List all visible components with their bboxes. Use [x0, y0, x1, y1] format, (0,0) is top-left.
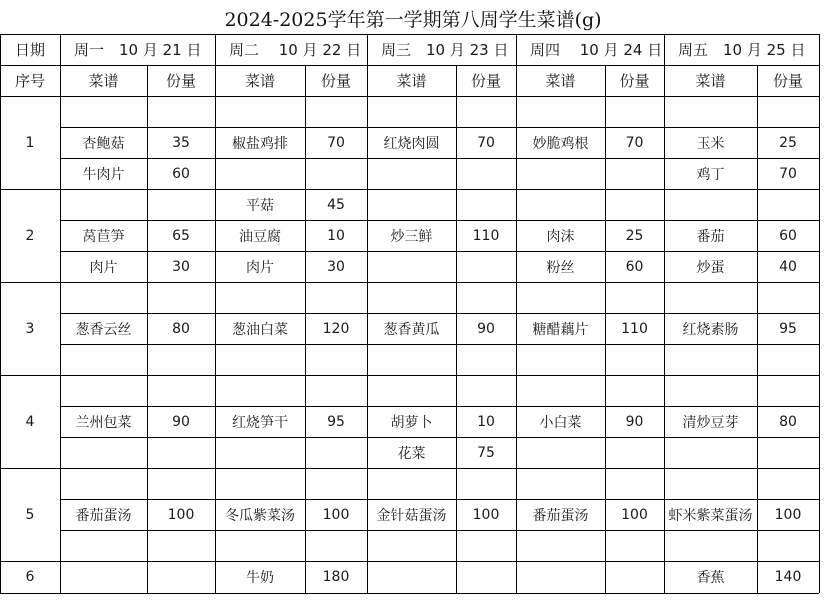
row-divider — [0, 593, 819, 594]
dish-name: 葱香云丝 — [75, 321, 132, 338]
portion-value — [456, 282, 516, 313]
portion-value — [757, 530, 819, 561]
portion-value: 60 — [625, 258, 644, 275]
portion-value — [605, 530, 664, 561]
dish-name: 鸡丁 — [696, 166, 725, 183]
day-header: 周二 10 月 22 日 — [229, 41, 362, 59]
dish-name — [516, 282, 605, 313]
portion-value — [147, 96, 215, 127]
portion-value — [757, 375, 819, 406]
dish-name — [367, 282, 456, 313]
portion-value — [757, 344, 819, 375]
dish-name — [60, 282, 147, 313]
dish-name — [516, 530, 605, 561]
dish-name — [516, 158, 605, 189]
portion-value — [456, 189, 516, 220]
dish-name: 椒盐鸡排 — [232, 135, 288, 152]
portion-value — [757, 437, 819, 468]
dish-name: 兰州包菜 — [75, 414, 132, 431]
dish-name — [664, 437, 757, 468]
portion-value: 25 — [625, 227, 644, 244]
portion-value: 100 — [621, 506, 648, 523]
row-divider — [60, 406, 819, 407]
dish-name: 炒三鲜 — [390, 228, 433, 245]
dish-name — [60, 96, 147, 127]
portion-value — [147, 344, 215, 375]
dish-name — [664, 282, 757, 313]
row-index: 2 — [25, 227, 35, 244]
portion-value — [605, 189, 664, 220]
dish-column-header: 菜谱 — [88, 72, 119, 90]
portion-value: 110 — [621, 320, 648, 337]
portion-value — [605, 468, 664, 499]
portion-value — [757, 468, 819, 499]
dish-name — [516, 561, 605, 593]
dish-name — [367, 251, 456, 282]
dish-name: 红烧笋干 — [232, 414, 288, 431]
portion-value — [147, 468, 215, 499]
portion-value: 90 — [172, 413, 190, 430]
dish-name — [516, 375, 605, 406]
dish-name — [367, 96, 456, 127]
dish-column-header: 菜谱 — [695, 72, 726, 90]
portion-value: 70 — [327, 134, 345, 151]
row-divider — [60, 251, 819, 252]
dish-name: 金针菇蛋汤 — [376, 507, 447, 524]
column-divider — [215, 34, 216, 593]
dish-name — [516, 96, 605, 127]
portion-value: 10 — [477, 413, 495, 430]
dish-name — [367, 530, 456, 561]
portion-value — [605, 437, 664, 468]
dish-name — [215, 158, 305, 189]
portion-value — [305, 96, 367, 127]
menu-table — [0, 34, 826, 594]
row-divider — [0, 96, 819, 97]
portion-column-header: 份量 — [619, 72, 650, 90]
column-divider — [147, 65, 148, 593]
portion-value — [147, 282, 215, 313]
portion-value — [305, 437, 367, 468]
portion-value — [456, 375, 516, 406]
dish-name: 妙脆鸡根 — [532, 135, 589, 152]
row-index: 5 — [25, 506, 35, 523]
dish-name: 粉丝 — [546, 259, 575, 276]
dish-name — [215, 96, 305, 127]
column-divider — [819, 34, 820, 593]
dish-name: 玉米 — [696, 135, 725, 152]
dish-name — [664, 96, 757, 127]
dish-name: 香蕉 — [696, 570, 725, 586]
row-divider — [0, 34, 819, 35]
portion-value: 95 — [327, 413, 345, 430]
portion-value — [305, 158, 367, 189]
portion-value — [456, 530, 516, 561]
row-divider — [0, 375, 819, 376]
portion-value: 70 — [477, 134, 495, 151]
dish-column-header: 菜谱 — [545, 72, 576, 90]
portion-column-header: 份量 — [772, 72, 803, 90]
day-header: 周三 10 月 23 日 — [381, 41, 509, 59]
row-divider — [0, 561, 819, 562]
portion-value: 65 — [172, 227, 190, 244]
dish-name: 冬瓜紫菜汤 — [225, 507, 295, 524]
dish-name — [215, 437, 305, 468]
portion-value: 90 — [625, 413, 644, 430]
column-divider — [664, 34, 665, 593]
column-divider — [367, 34, 368, 593]
dish-name — [664, 375, 757, 406]
dish-name — [516, 437, 605, 468]
portion-value — [305, 468, 367, 499]
row-divider — [0, 468, 819, 469]
dish-name — [367, 189, 456, 220]
portion-value: 45 — [327, 196, 345, 213]
row-divider — [60, 499, 819, 500]
dish-name — [367, 158, 456, 189]
dish-name — [215, 344, 305, 375]
dish-name: 炒蛋 — [696, 259, 725, 276]
dish-name: 番茄蛋汤 — [75, 507, 132, 524]
portion-value — [147, 530, 215, 561]
portion-value: 30 — [327, 258, 345, 275]
row-divider — [60, 158, 819, 159]
portion-value: 110 — [472, 227, 500, 244]
dish-name — [664, 530, 757, 561]
dish-name: 虾米紫菜蛋汤 — [668, 507, 753, 524]
portion-value: 40 — [779, 258, 797, 275]
column-divider — [60, 34, 61, 593]
dish-name: 胡萝卜 — [390, 414, 433, 431]
dish-name: 葱油白菜 — [232, 321, 288, 338]
row-divider — [60, 437, 819, 438]
portion-value: 70 — [625, 134, 644, 151]
portion-value: 180 — [322, 569, 350, 585]
dish-name — [215, 530, 305, 561]
portion-value — [147, 375, 215, 406]
row-index: 3 — [25, 320, 35, 337]
portion-value — [305, 344, 367, 375]
dish-name: 番茄蛋汤 — [532, 507, 589, 524]
dish-name: 红烧肉圆 — [383, 135, 440, 152]
portion-value — [757, 96, 819, 127]
row-divider — [0, 65, 819, 66]
row-index: 6 — [25, 569, 35, 585]
portion-value: 120 — [322, 320, 350, 337]
dish-name: 番茄 — [696, 228, 725, 245]
dish-name — [60, 561, 147, 593]
column-divider — [456, 65, 457, 593]
dish-name — [215, 282, 305, 313]
dish-name: 清炒豆芽 — [682, 414, 739, 431]
portion-value: 60 — [172, 165, 190, 182]
portion-value — [456, 561, 516, 593]
dish-name: 杏鲍菇 — [82, 135, 125, 152]
portion-value — [757, 282, 819, 313]
portion-value: 30 — [172, 258, 190, 275]
dish-name: 小白菜 — [539, 414, 582, 431]
column-divider — [305, 65, 306, 593]
portion-value — [605, 282, 664, 313]
dish-name — [367, 561, 456, 593]
row-divider — [60, 220, 819, 221]
portion-value: 100 — [472, 506, 500, 523]
portion-value — [605, 375, 664, 406]
dish-name: 肉沫 — [546, 228, 575, 245]
portion-value: 25 — [779, 134, 797, 151]
portion-value — [147, 561, 215, 593]
day-header: 周五 10 月 25 日 — [678, 41, 806, 59]
portion-value — [305, 282, 367, 313]
portion-value: 35 — [172, 134, 190, 151]
dish-name — [367, 344, 456, 375]
portion-value: 100 — [167, 506, 195, 523]
dish-name — [60, 437, 147, 468]
dish-name — [215, 375, 305, 406]
portion-value: 75 — [477, 444, 495, 461]
portion-value — [305, 375, 367, 406]
dish-name: 花菜 — [397, 445, 426, 462]
portion-value — [605, 561, 664, 593]
portion-value — [147, 189, 215, 220]
portion-value — [147, 437, 215, 468]
portion-column-header: 份量 — [320, 72, 351, 90]
dish-name: 糖醋藕片 — [532, 321, 589, 338]
dish-name — [664, 189, 757, 220]
portion-column-header: 份量 — [470, 72, 501, 90]
portion-value: 60 — [779, 227, 797, 244]
date-header: 日期 — [14, 41, 45, 59]
portion-value — [757, 189, 819, 220]
dish-name: 莴苣笋 — [82, 228, 125, 245]
row-divider — [0, 189, 819, 190]
dish-name — [60, 344, 147, 375]
portion-value — [605, 96, 664, 127]
portion-value — [456, 344, 516, 375]
dish-name — [664, 468, 757, 499]
portion-value: 70 — [779, 165, 797, 182]
portion-value: 100 — [322, 506, 350, 523]
column-divider — [0, 34, 1, 593]
row-divider — [60, 344, 819, 345]
dish-name — [664, 344, 757, 375]
dish-name: 平菇 — [246, 197, 274, 214]
dish-name — [215, 468, 305, 499]
row-divider — [60, 127, 819, 128]
dish-name: 牛肉片 — [82, 166, 125, 183]
dish-name — [60, 530, 147, 561]
day-header: 周一 10 月 21 日 — [74, 41, 202, 59]
dish-name: 红烧素肠 — [682, 321, 739, 338]
dish-name — [60, 375, 147, 406]
portion-column-header: 份量 — [165, 72, 196, 90]
row-index: 1 — [25, 134, 35, 151]
dish-name — [516, 468, 605, 499]
row-divider — [60, 530, 819, 531]
index-header: 序号 — [14, 72, 45, 90]
portion-value: 80 — [172, 320, 190, 337]
dish-name — [367, 468, 456, 499]
dish-name: 肉片 — [246, 259, 274, 276]
dish-name: 牛奶 — [246, 570, 274, 586]
dish-column-header: 菜谱 — [244, 72, 275, 90]
portion-value — [605, 158, 664, 189]
portion-value — [456, 158, 516, 189]
portion-value — [305, 530, 367, 561]
column-divider — [516, 34, 517, 593]
row-divider — [0, 282, 819, 283]
dish-column-header: 菜谱 — [396, 72, 427, 90]
portion-value — [456, 251, 516, 282]
portion-value: 10 — [327, 227, 345, 244]
dish-name — [60, 189, 147, 220]
dish-name: 葱香黄瓜 — [383, 321, 440, 338]
portion-value: 95 — [779, 320, 797, 337]
row-index: 4 — [25, 413, 35, 430]
dish-name — [60, 468, 147, 499]
dish-name: 肉片 — [89, 259, 118, 276]
portion-value: 90 — [477, 320, 495, 337]
portion-value: 100 — [774, 506, 802, 523]
dish-name — [516, 189, 605, 220]
row-divider — [60, 313, 819, 314]
menu-title: 2024-2025学年第一学期第八周学生菜谱(g) — [224, 9, 602, 31]
portion-value — [456, 468, 516, 499]
column-divider — [605, 65, 606, 593]
day-header: 周四 10 月 24 日 — [530, 41, 663, 59]
portion-value: 140 — [774, 569, 802, 585]
portion-value — [605, 344, 664, 375]
portion-value — [456, 96, 516, 127]
dish-name — [516, 344, 605, 375]
dish-name — [367, 375, 456, 406]
column-divider — [757, 65, 758, 593]
dish-name: 油豆腐 — [239, 228, 281, 245]
portion-value: 80 — [779, 413, 797, 430]
